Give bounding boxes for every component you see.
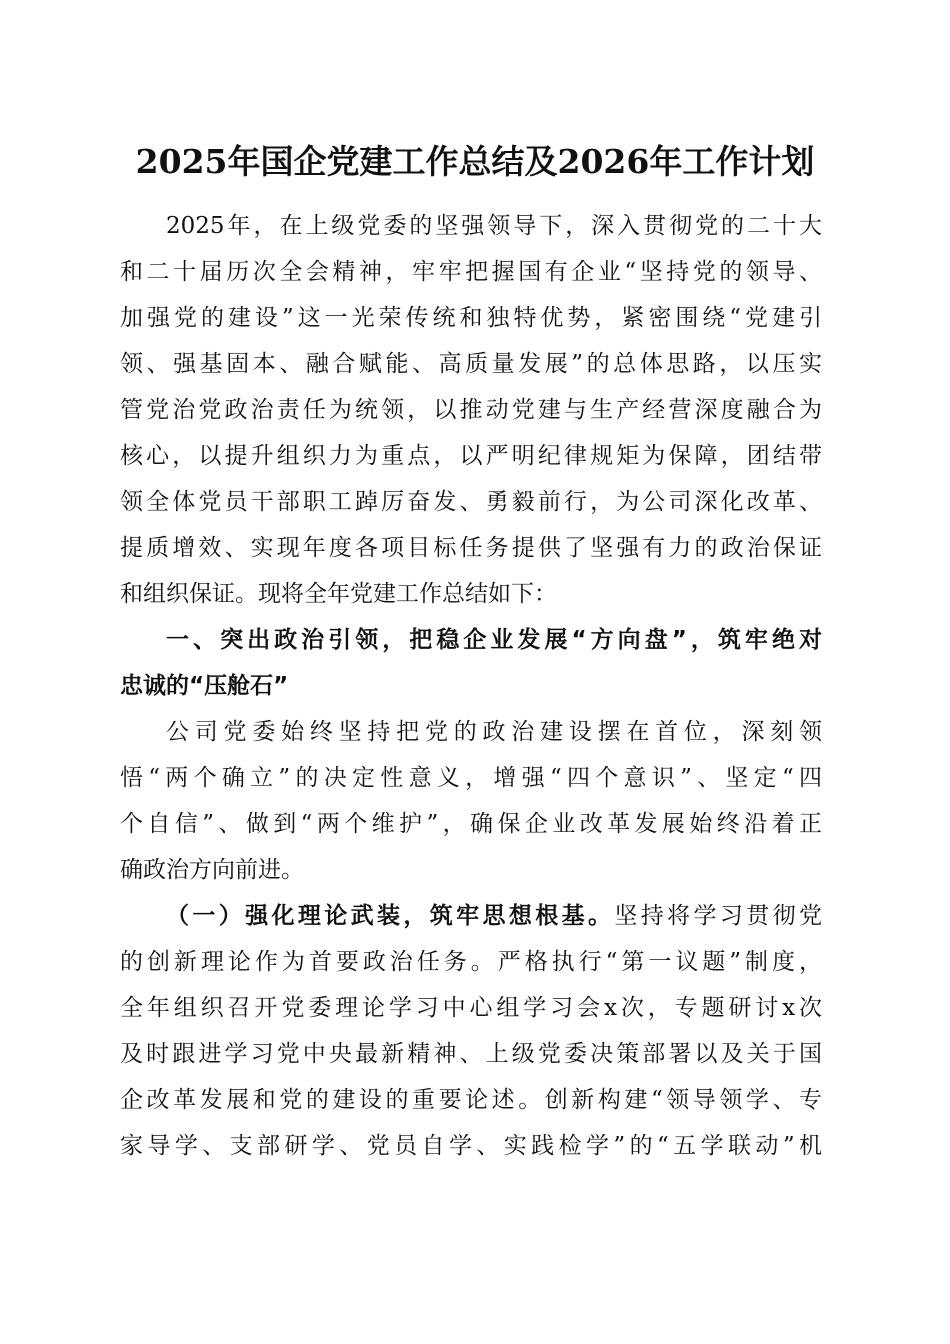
paragraph-line: 的创新理论作为首要政治任务。严格执行“第一议题”制度， [120,949,822,975]
subsection-lead: （一）强化理论武装，筑牢思想根基。 [166,902,615,929]
paragraph-line: 公司党委始终坚持把党的政治建设摆在首位，深刻领 [166,719,822,745]
section-heading-line: 一、突出政治引领，把稳企业发展“方向盘”，筑牢绝对 [166,627,822,653]
subsection-first-line [120,893,822,939]
document-body [120,203,822,1169]
paragraph-line: 核心，以提升组织力为重点，以严明纪律规矩为保障，团结带 [120,443,822,469]
paragraph-line: 和组织保证。现将全年党建工作总结如下： [120,581,557,607]
paragraph-line: 领、强基固本、融合赋能、高质量发展”的总体思路，以压实 [120,351,822,377]
paragraph-line: 确政治方向前进。 [120,857,304,883]
paragraph-line: 全年组织召开党委理论学习中心组学习会x次，专题研讨x次 [120,995,822,1021]
paragraph-line: 领全体党员干部职工踔厉奋发、勇毅前行，为公司深化改革、 [120,489,822,515]
paragraph-line: 个自信”、做到“两个维护”，确保企业改革发展始终沿着正 [120,811,822,837]
paragraph-line: 和二十届历次全会精神，牢牢把握国有企业“坚持党的领导、 [120,259,822,285]
paragraph-line: 管党治党政治责任为统领，以推动党建与生产经营深度融合为 [120,397,822,423]
paragraph-line: 悟“两个确立”的决定性意义，增强“四个意识”、坚定“四 [120,765,822,791]
paragraph-line: 家导学、支部研学、党员自学、实践检学”的“五学联动”机 [120,1133,822,1159]
paragraph-line: 企改革发展和党的建设的重要论述。创新构建“领导领学、专 [120,1087,822,1113]
section-heading-line: 忠诚的“压舱石” [120,673,289,699]
paragraph-line: 提质增效、实现年度各项目标任务提供了坚强有力的政治保证 [120,535,822,561]
paragraph-line: 2025年，在上级党委的坚强领导下，深入贯彻党的二十大 [166,213,822,239]
paragraph-line: 加强党的建设”这一光荣传统和独特优势，紧密围绕“党建引 [120,305,822,331]
page-title: 2025年国企党建工作总结及2026年工作计划 [135,142,815,181]
subsection-lead-rest: 坚持将学习贯彻党 [614,903,822,929]
paragraph-line: 及时跟进学习党中央最新精神、上级党委决策部署以及关于国 [120,1041,822,1067]
